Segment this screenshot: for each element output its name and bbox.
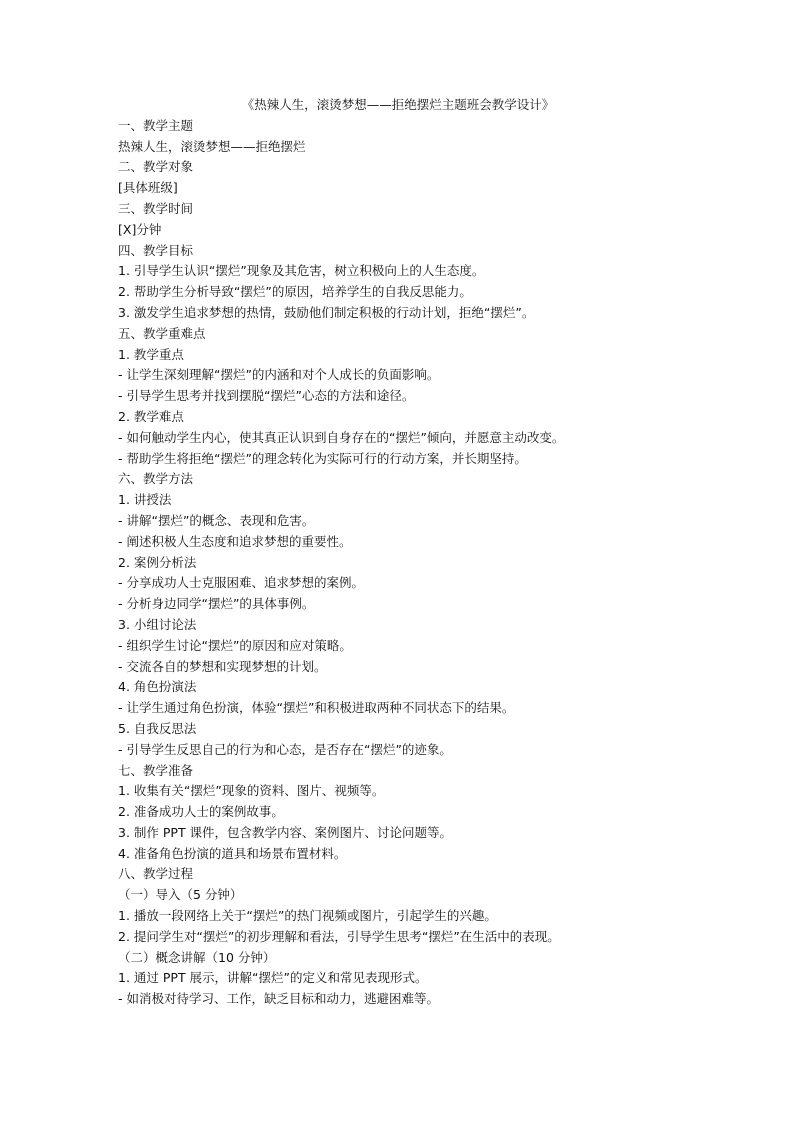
list-item: 3. 激发学生追求梦想的热情，鼓励他们制定积极的行动计划，拒绝“摆烂”。	[118, 304, 535, 320]
section-heading: 七、教学准备	[118, 762, 194, 778]
subheading: 1. 教学重点	[118, 346, 184, 362]
subheading: （二）概念讲解（10 分钟）	[118, 949, 276, 965]
bullet-item: - 阐述积极人生态度和追求梦想的重要性。	[118, 533, 352, 549]
subheading: 2. 案例分析法	[118, 554, 197, 570]
bullet-item: - 如消极对待学习、工作，缺乏目标和动力，逃避困难等。	[118, 991, 439, 1007]
list-item: 1. 播放一段网络上关于“摆烂”的热门视频或图片，引起学生的兴趣。	[118, 908, 497, 924]
bullet-item: - 如何触动学生内心，使其真正认识到自身存在的“摆烂”倾向，并愿意主动改变。	[118, 429, 565, 445]
list-item: 2. 帮助学生分析导致“摆烂”的原因，培养学生的自我反思能力。	[118, 284, 472, 300]
bullet-item: - 分析身边同学“摆烂”的具体事例。	[118, 596, 315, 612]
bullet-item: - 交流各自的梦想和实现梦想的计划。	[118, 658, 327, 674]
subheading: 3. 小组讨论法	[118, 616, 197, 632]
list-item: 1. 引导学生认识“摆烂”现象及其危害，树立积极向上的人生态度。	[118, 263, 485, 279]
section-heading: 一、教学主题	[118, 117, 194, 133]
section-heading: 六、教学方法	[118, 471, 194, 487]
bullet-item: - 分享成功人士克服困难、追求梦想的案例。	[118, 575, 364, 591]
list-item: 3. 制作 PPT 课件，包含教学内容、案例图片、讨论问题等。	[118, 824, 453, 840]
subheading: 4. 角色扮演法	[118, 679, 197, 695]
section-heading: 五、教学重难点	[118, 325, 206, 341]
list-item: 2. 提问学生对“摆烂”的初步理解和看法，引导学生思考“摆烂”在生活中的表现。	[118, 928, 560, 944]
bullet-item: - 组织学生讨论“摆烂”的原因和应对策略。	[118, 637, 352, 653]
subheading: 2. 教学难点	[118, 408, 184, 424]
bullet-item: - 引导学生反思自己的行为和心态，是否存在“摆烂”的迹象。	[118, 741, 452, 757]
bullet-item: - 让学生通过角色扮演，体验“摆烂”和积极进取两种不同状态下的结果。	[118, 700, 515, 716]
section-heading: 三、教学时间	[118, 200, 194, 216]
document-body	[118, 95, 718, 1010]
list-item: 2. 准备成功人士的案例故事。	[118, 804, 284, 820]
subheading: （一）导入（5 分钟）	[118, 887, 243, 903]
subheading: 1. 讲授法	[118, 492, 172, 508]
bullet-item: - 讲解“摆烂”的概念、表现和危害。	[118, 512, 315, 528]
section-heading: 八、教学过程	[118, 866, 194, 882]
bullet-item: - 帮助学生将拒绝“摆烂”的理念转化为实际可行的行动方案，并长期坚持。	[118, 450, 527, 466]
subheading: 5. 自我反思法	[118, 720, 197, 736]
section-heading: 四、教学目标	[118, 242, 194, 258]
document-title: 《热辣人生，滚烫梦想——拒绝摆烂主题班会教学设计》	[241, 97, 555, 112]
paragraph: [X]分钟	[118, 221, 162, 237]
section-heading: 二、教学对象	[118, 159, 194, 175]
paragraph: [具体班级]	[118, 180, 178, 196]
list-item: 1. 通过 PPT 展示，讲解“摆烂”的定义和常见表现形式。	[118, 970, 428, 986]
bullet-item: - 让学生深刻理解“摆烂”的内涵和对个人成长的负面影响。	[118, 367, 440, 383]
paragraph: 热辣人生，滚烫梦想——拒绝摆烂	[118, 138, 306, 154]
list-item: 1. 收集有关“摆烂”现象的资料、图片、视频等。	[118, 783, 385, 799]
list-item: 4. 准备角色扮演的道具和场景布置材料。	[118, 845, 347, 861]
bullet-item: - 引导学生思考并找到摆脱“摆烂”心态的方法和途径。	[118, 388, 415, 404]
